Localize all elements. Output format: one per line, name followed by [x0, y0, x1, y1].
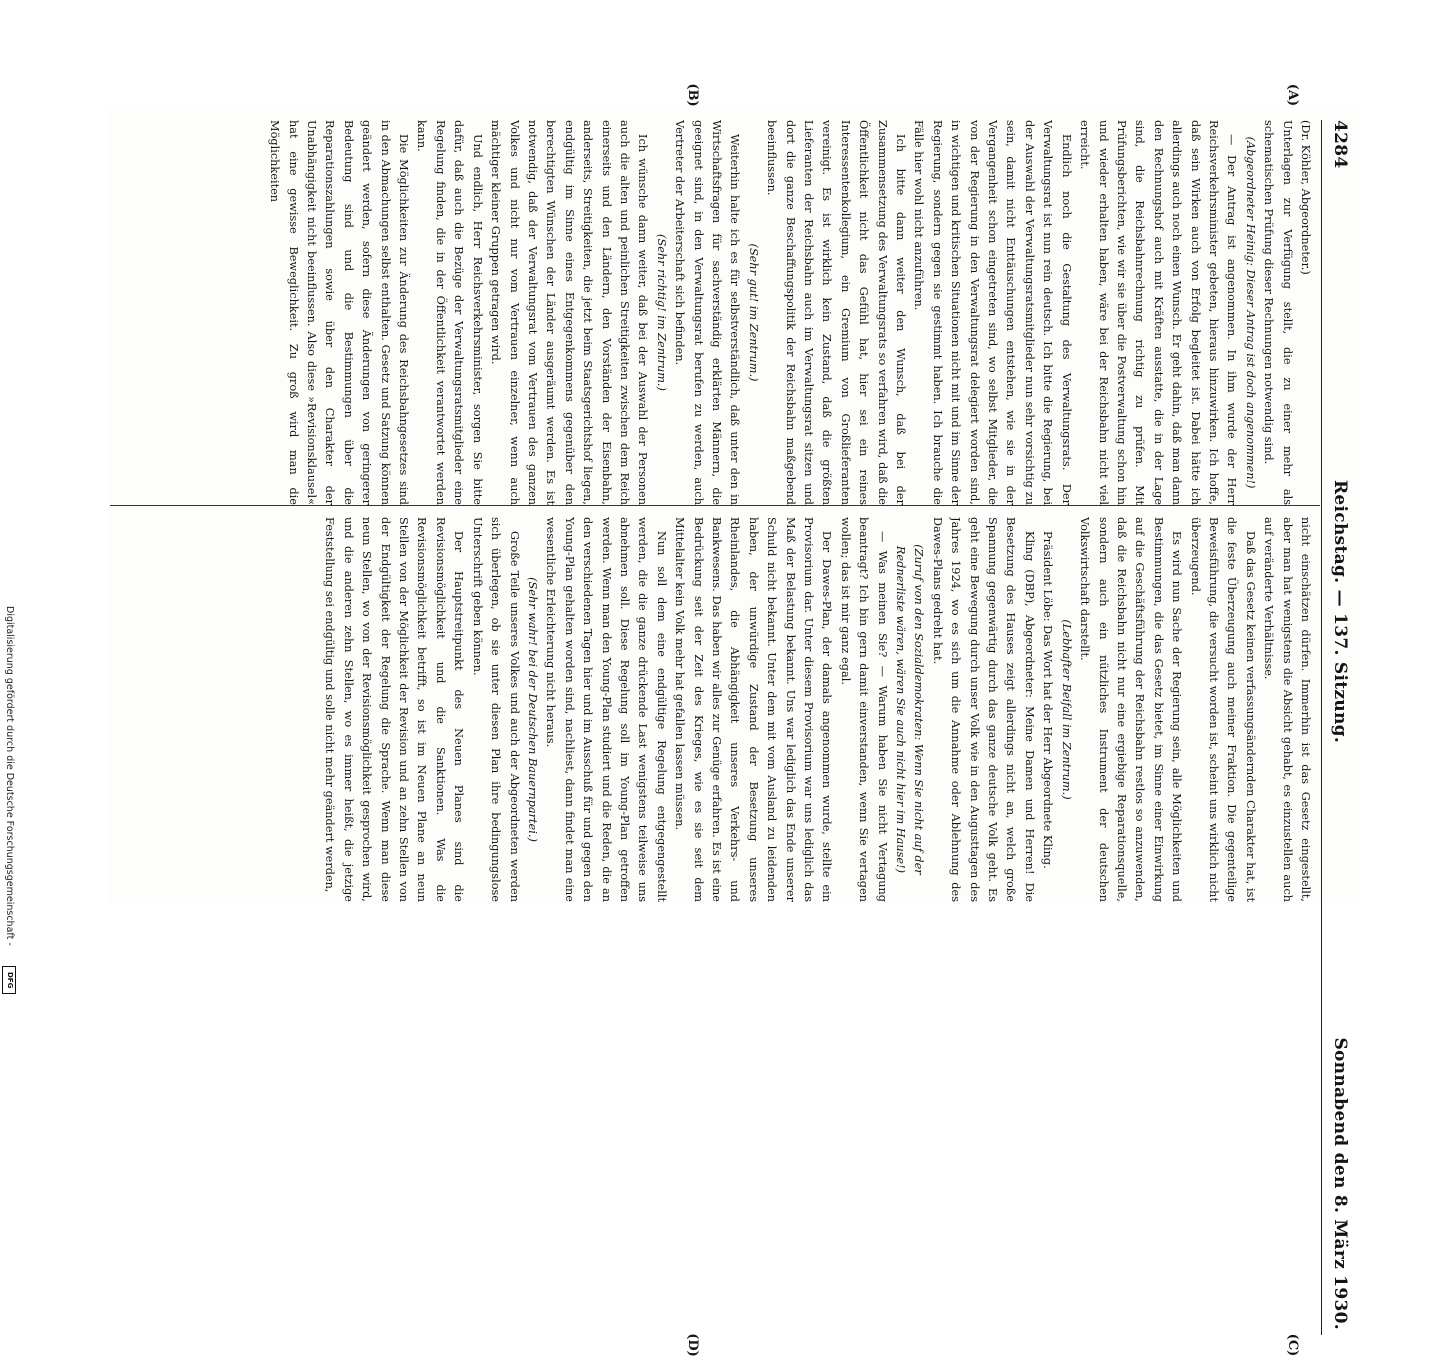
- speech-opening: Kling (DBP), Abgeordneter: Meine Damen und Herren! Die Besetzung des Hauses zeigt allerdings nicht an, welch große Spannung gegenwärtig durch das ganze deutsche Volk geht. Es geht eine Bewegung durch unser Volk wie in den Augusttagen des Jahres 1924, wo es sich um die Annahme oder Ablehnung des Dawes-Plans gedreht hat.: [930, 517, 1036, 902]
- interjection: (Zuruf von den Sozialdemokraten: Wenn Sie nicht auf der Rednerliste wären, wären Sie auch nicht hier im Hause!): [894, 544, 926, 875]
- paragraph: Nun soll dem eine endgültige Regelung entgegengestellt werden, die die ganze drückende Last wenigstens teilweise uns abnehmen soll. Diese Regelung soll im Young-Plan getroffen werden. Wenn man den Young-Plan studiert und die Reden, die an den verschiedenen Tagen hier und im Ausschuß für und gegen den Young-Plan gehalten worden sind, nachliest, dann findet man eine wesentliche Erleichterung nicht heraus.: [544, 517, 668, 902]
- paragraph: Unterlagen zur Verfügung stellt, die zu einer mehr als schematischen Prüfung dieser Rechnungen notwendig sind.: [1262, 120, 1294, 505]
- interjection: (Abgeordneter Heinig: Dieser Antrag ist doch angenommen!): [1243, 136, 1257, 489]
- right-column: [119, 517, 1314, 902]
- paragraph: — Der Antrag ist angenommen. In ihm wurde der Herr Reichsverkehrsminister gebeten, hieraus hinzuwirken. Ich hoffe, daß sein Wirken auch von Erfolg begleitet ist. Dabei hätte ich allerdings auch noch einen Wunsch. Er geht dahin, daß man dann den Rechnungshof auch mit Kräften ausstatte, die in der Lage sind, die Reichsbahnrechnung richtig zu prüfen. Mit Prüfungsberichten, wie wir sie über die Postverwaltung schon hin und wieder erhalten haben, wäre bei der Reichsbahn nicht viel erreicht.: [1078, 120, 1239, 505]
- paragraph: Und endlich, Herr Reichsverkehrsminister, sorgen Sie bitte dafür, daß auch die Bezüge der Verwaltungsratsmitglieder eine Regelung finden, die in der Öffentlichkeit verantwortet werden kann.: [415, 120, 484, 505]
- margin-marker-c: (C): [1285, 1333, 1300, 1357]
- interjection: (Sehr richtig! im Zentrum.): [654, 234, 668, 391]
- president-remark: Präsident Löbe: Das Wort hat der Herr Abgeordnete Kling.: [1041, 531, 1055, 869]
- paragraph: Die Möglichkeiten zur Änderung des Reichsbahngesetzes sind in den Abmachungen selbst enthalten. Gesetz und Satzung können geändert werden, sofern diese Änderungen von geringerer Bedeutung sind und die Bestimmungen über die Reparationszahlungen sowie über den Charakter der Unabhängigkeit nicht beeinflussen. Also diese »Revisionsklausel« hat eine gewisse Beweglichkeit. Zu groß wird man die Möglichkeiten: [268, 120, 411, 505]
- digitization-credit: [2, 606, 16, 991]
- scanned-page: [110, 83, 1360, 1357]
- paragraph: Große Teile unseres Volkes und auch der Abgeordneten werden sich überlegen, ob sie unter diesen Plan ihre bedingungslose Unterschrift geben können.: [470, 517, 521, 902]
- dfg-logo-icon: DFG: [2, 966, 16, 994]
- margin-marker-b: (B): [685, 83, 700, 107]
- paragraph: Daß das Gesetz keinen verfassungsändernden Charakter hat, ist die feste Überzeugung auch meiner Fraktion. Die gegenteilige Beweisführung, die versucht worden ist, scheint uns wirklich nicht überzeugend.: [1188, 517, 1257, 902]
- interjection: (Lebhafter Beifall im Zentrum.): [1059, 619, 1073, 800]
- paragraph: Weiterhin halte ich es für selbstverständlich, daß unter den in Wirtschaftsfragen für sachverständig erklärten Männern, die geeignet sind, in den Verwaltungsrat berufen zu werden, auch Vertreter der Arbeiterschaft sich befinden.: [673, 120, 742, 505]
- session-title: Reichstag. — 137. Sitzung.: [1330, 480, 1350, 744]
- paragraph: Ich wünsche dann weiter, daß bei der Auswahl der Personen auch die alten und peinlichen Streitigkeiten zwischen dem Reich einerseits und den Ländern, den Vorständen der Eisenbahn, anderseits, Streitigkeiten, die jetzt beim Staatsgerichtshof liegen, endgültig im Sinne eines Entgegenkommens gegenüber den berechtigten Wünschen der Länder ausgeräumt werden. Es ist notwendig, daß der Verwaltungsrat vom Vertrauen des ganzen Volkes und nicht nur vom Vertrauen einzelner, wenn auch mächtiger kleiner Gruppen getragen wird.: [489, 120, 650, 505]
- paragraph: Endlich noch die Gestaltung des Verwaltungsrats. Der Verwaltungsrat ist nun rein deutsch. Ich bitte die Regierung, bei der Auswahl der Verwaltungsratsmitglieder nun sehr vorsichtig zu sein, damit nicht Enttäuschungen entstehen, wie sie in der Vergangenheit schon eingetreten sind, wo selbst Mitglieder, die von der Regierung in den Verwaltungsrat delegiert worden sind, in wichtigen und kritischen Situationen nicht mit und im Sinne der Regierung, sondern gegen sie gestimmt haben. Ich brauche die Fälle hier wohl nicht anzuführen.: [912, 120, 1073, 505]
- interjection: (Sehr gut! im Zentrum.): [746, 243, 760, 382]
- left-column: [119, 120, 1314, 505]
- paragraph: — Was meinen Sie? — Warum haben Sie nicht Vertagung beantragt? Ich bin gern damit einverstanden, wenn Sie vertagen wollen; das ist mir ganz egal.: [838, 517, 889, 902]
- margin-marker-a: (A): [1285, 83, 1300, 107]
- paragraph: Ich bitte dann weiter den Wunsch, daß bei der Zusammensetzung des Verwaltungsrats so verfahren wird, daß die Öffentlichkeit nicht das Gefühl hat, hier sei ein reines Interessentenkollegium, ein Gremium von Großlieferanten vereinigt. Es ist wirklich kein Zustand, daß die größten Lieferanten der Reichsbahn auch im Verwaltungsrat sitzen und dort die ganze Beschaffungspolitik der Reichsbahn maßgebend beeinflussen.: [765, 120, 908, 505]
- column-separator: [110, 505, 1320, 506]
- paragraph: Der Dawes-Plan, der damals angenommen wurde, stellte ein Provisorium dar. Unter diesem Provisorium war uns lediglich das Maß der Belastung bekannt. Uns war lediglich das Ende unserer Schuld nicht bekannt. Unter dem mit vom Ausland zu leidenden haben, der unwürdige Zustand der Besetzung unseres Rheinlandes, die Abhängigkeit unseres Verkehrs- und Bankwesens. Das haben wir alles zur Genüge erfahren. Es ist eine Bedrückung seit der Zeit des Krieges, wie es sie seit dem Mittelalter kein Volk mehr hat gefallen lassen müssen.: [673, 517, 834, 902]
- header-rule: [1321, 120, 1322, 1335]
- credit-text: Digitalisierung gefördert durch die Deutsche Forschungsgemeinschaft -: [4, 606, 15, 946]
- paragraph: Es wird nun Sache der Regierung sein, alle Möglichkeiten und Bestimmungen, die das Gesetz bietet, im Sinne einer Einwirkung auf die Geschäftsführung der Reichsbahn restlos so anzuwenden, daß die Reichsbahn nicht nur eine ergiebige Reparationsquelle, sondern auch ein nützliches Instrument der deutschen Volkswirtschaft darstellt.: [1078, 517, 1184, 902]
- speaker-note: (Dr. Köhler, Abgeordneter.): [1299, 120, 1312, 275]
- margin-marker-d: (D): [685, 1333, 700, 1357]
- page-header: [1324, 120, 1350, 1330]
- paragraph: nicht einschätzen dürfen. Immerhin ist das Gesetz eingestellt, aber man hat wenigstens die Absicht gehabt, es einzustellen auch auf veränderte Verhältnisse.: [1262, 517, 1312, 902]
- page-number: 4284: [1330, 120, 1350, 169]
- paragraph: Der Hauptstreitpunkt des Neuen Planes sind die Revisionsmöglichkeit und die Sanktionen. Was die Revisionsmöglichkeit betrifft, so ist im Neuen Plane an neun Stellen von der Möglichkeit der Revision und an zehn Stellen von der Endgültigkeit der Regelung die Sprache. Wenn man diese neun Stellen, wo von der Revisionsmöglichkeit gesprochen wird, und die anderen zehn Stellen, wo es immer heißt, die jetzige Feststellung sei endgültig und solle nicht mehr geändert werden,: [323, 517, 466, 902]
- session-date: Sonnabend den 8. März 1930.: [1330, 1037, 1350, 1330]
- interjection: (Sehr wahr! bei der Deutschen Bauernpartei.): [525, 577, 539, 842]
